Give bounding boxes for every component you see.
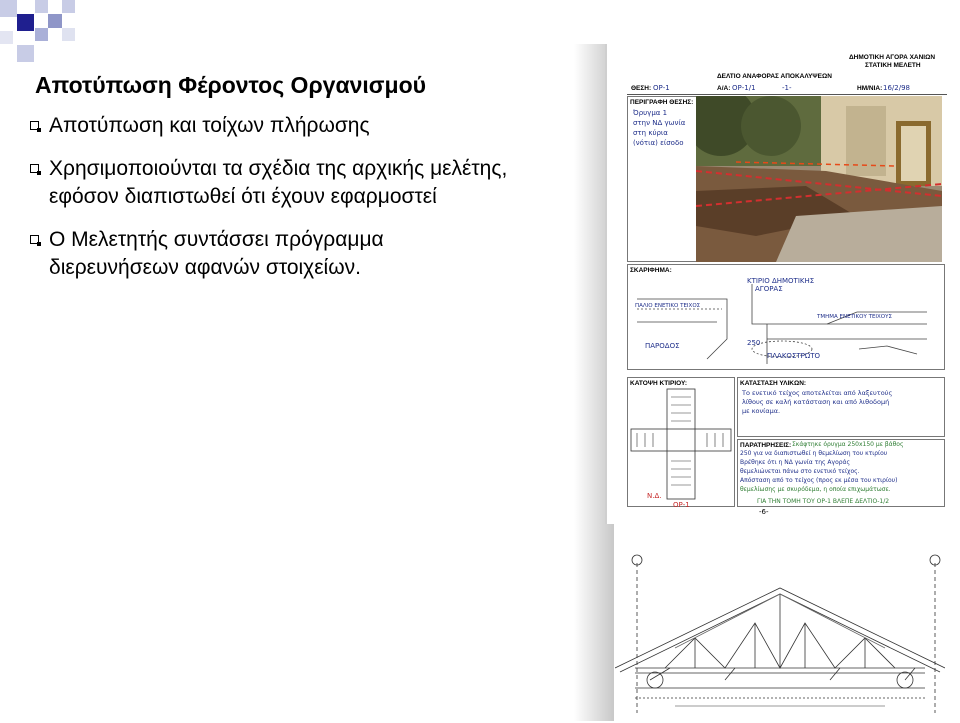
description-line: (νότια) είσοδο (633, 139, 684, 147)
roof-truss-drawing (615, 548, 945, 718)
remarks-line: Βρέθηκε ότι η ΝΔ γωνία της Αγοράς (740, 459, 851, 466)
sketch-note: ΚΤΙΡΙΟ ΔΗΜΟΤΙΚΗΣ (747, 277, 815, 285)
sketch-note: ΠΑΛΙΟ ΕΝΕΤΙΚΟ ΤΕΙΧΟΣ (635, 303, 701, 309)
bullet-item (30, 226, 510, 282)
plan-tag: ΟΡ-1 (673, 501, 690, 509)
bullet-text: Αποτύπωση και τοίχων πλήρωσης (49, 114, 370, 137)
description-label: ΠΕΡΙΓΡΑΦΗ ΘΕΣΗΣ: (630, 99, 694, 106)
sketch-note: ΠΛΑΚΟΣΤΡΩΤΟ (767, 352, 820, 360)
thesi-label: ΘΕΣΗ: (631, 85, 652, 92)
bullet-item (30, 155, 510, 211)
sketch-label: ΣΚΑΡΙΦΗΜΑ: (630, 267, 672, 274)
sketch-note: 250 (747, 339, 761, 347)
remarks-line: 250 για να διαπιστωθεί η θεμελίωση του κτιρίου (740, 450, 888, 457)
slide-title: Αποτύπωση Φέροντος Οργανισμού (35, 72, 427, 98)
state-line: Το ενετικό τείχος αποτελείται από λαξευτούς (742, 389, 893, 397)
sequence-value: -1- (782, 84, 792, 92)
description-line: στη κύρια (633, 129, 668, 137)
org-subtitle: ΣΤΑΤΙΚΗ ΜΕΛΕΤΗ (865, 62, 921, 69)
org-name: ΔΗΜΟΤΙΚΗ ΑΓΟΡΑ ΧΑΝΙΩΝ (849, 54, 936, 61)
checkbox-bullet-icon (30, 235, 39, 244)
excavation-photo (696, 96, 942, 262)
plan-label: ΚΑΤΟΨΗ ΚΤΙΡΙΟΥ: (630, 380, 688, 387)
remarks-line: Σκάφτηκε όρυγμα 250x150 με βάθος (792, 441, 904, 448)
description-line: στην ΝΔ γωνία (633, 119, 686, 127)
date-value: 16/2/98 (883, 84, 910, 92)
bullet-text: Ο Μελετητής συντάσσει πρόγραμμα διερευνήσεων αφανών στοιχείων. (49, 228, 384, 279)
code-value: ΟΡ-1/1 (732, 84, 756, 92)
remarks-line: Απόσταση από το τείχος (προς εκ μέσα του κτιρίου) (740, 477, 898, 484)
building-plan (627, 377, 735, 507)
thesi-value: ΟΡ-1 (653, 84, 670, 92)
page-number: -6- (759, 508, 769, 516)
plan-north: Ν.Δ. (647, 492, 662, 500)
checkbox-bullet-icon (30, 164, 39, 173)
bullet-text: Χρησιμοποιούνται τα σχέδια της αρχικής μελέτης, εφόσον διαπιστωθεί ότι έχουν εφαρμοστεί (49, 157, 508, 208)
footer-note: ΓΙΑ ΤΗΝ ΤΟΜΗ ΤΟΥ ΟΡ-1 ΒΛΕΠΕ ΔΕΛΤΙΟ-1/2 (757, 498, 890, 505)
checkbox-bullet-icon (30, 121, 39, 130)
date-label: ΗΜ/ΝΙΑ: (857, 85, 883, 92)
state-line: λίθους σε καλή κατάσταση και από λιθοδομή (742, 398, 890, 406)
form-title: ΔΕΛΤΙΟ ΑΝΑΦΟΡΑΣ ΑΠΟΚΑΛΥΨΕΩΝ (717, 73, 832, 80)
state-line: με κονίαμα. (742, 407, 781, 415)
remarks-label: ΠΑΡΑΤΗΡΗΣΕΙΣ: (740, 442, 792, 449)
bullet-item (30, 112, 510, 140)
code-label: Α/Α: (717, 85, 731, 92)
sketch-note: ΠΑΡΟΔΟΣ (645, 342, 680, 350)
remarks-line: θεμελίωσης με σκυρόδεμα, η οποία επιχωμάτωσε. (740, 486, 891, 493)
sketch-note: ΑΓΟΡΑΣ (755, 285, 783, 293)
state-label: ΚΑΤΑΣΤΑΣΗ ΥΛΙΚΩΝ: (740, 380, 807, 387)
sketch-note: ΤΜΗΜΑ ΕΝΕΤΙΚΟΥ ΤΕΙΧΟΥΣ (817, 314, 892, 320)
description-line: Όρυγμα 1 (633, 109, 668, 117)
bullet-list (30, 112, 510, 297)
remarks-line: θεμελιώνεται πάνω στο ενετικό τείχος. (740, 468, 860, 475)
